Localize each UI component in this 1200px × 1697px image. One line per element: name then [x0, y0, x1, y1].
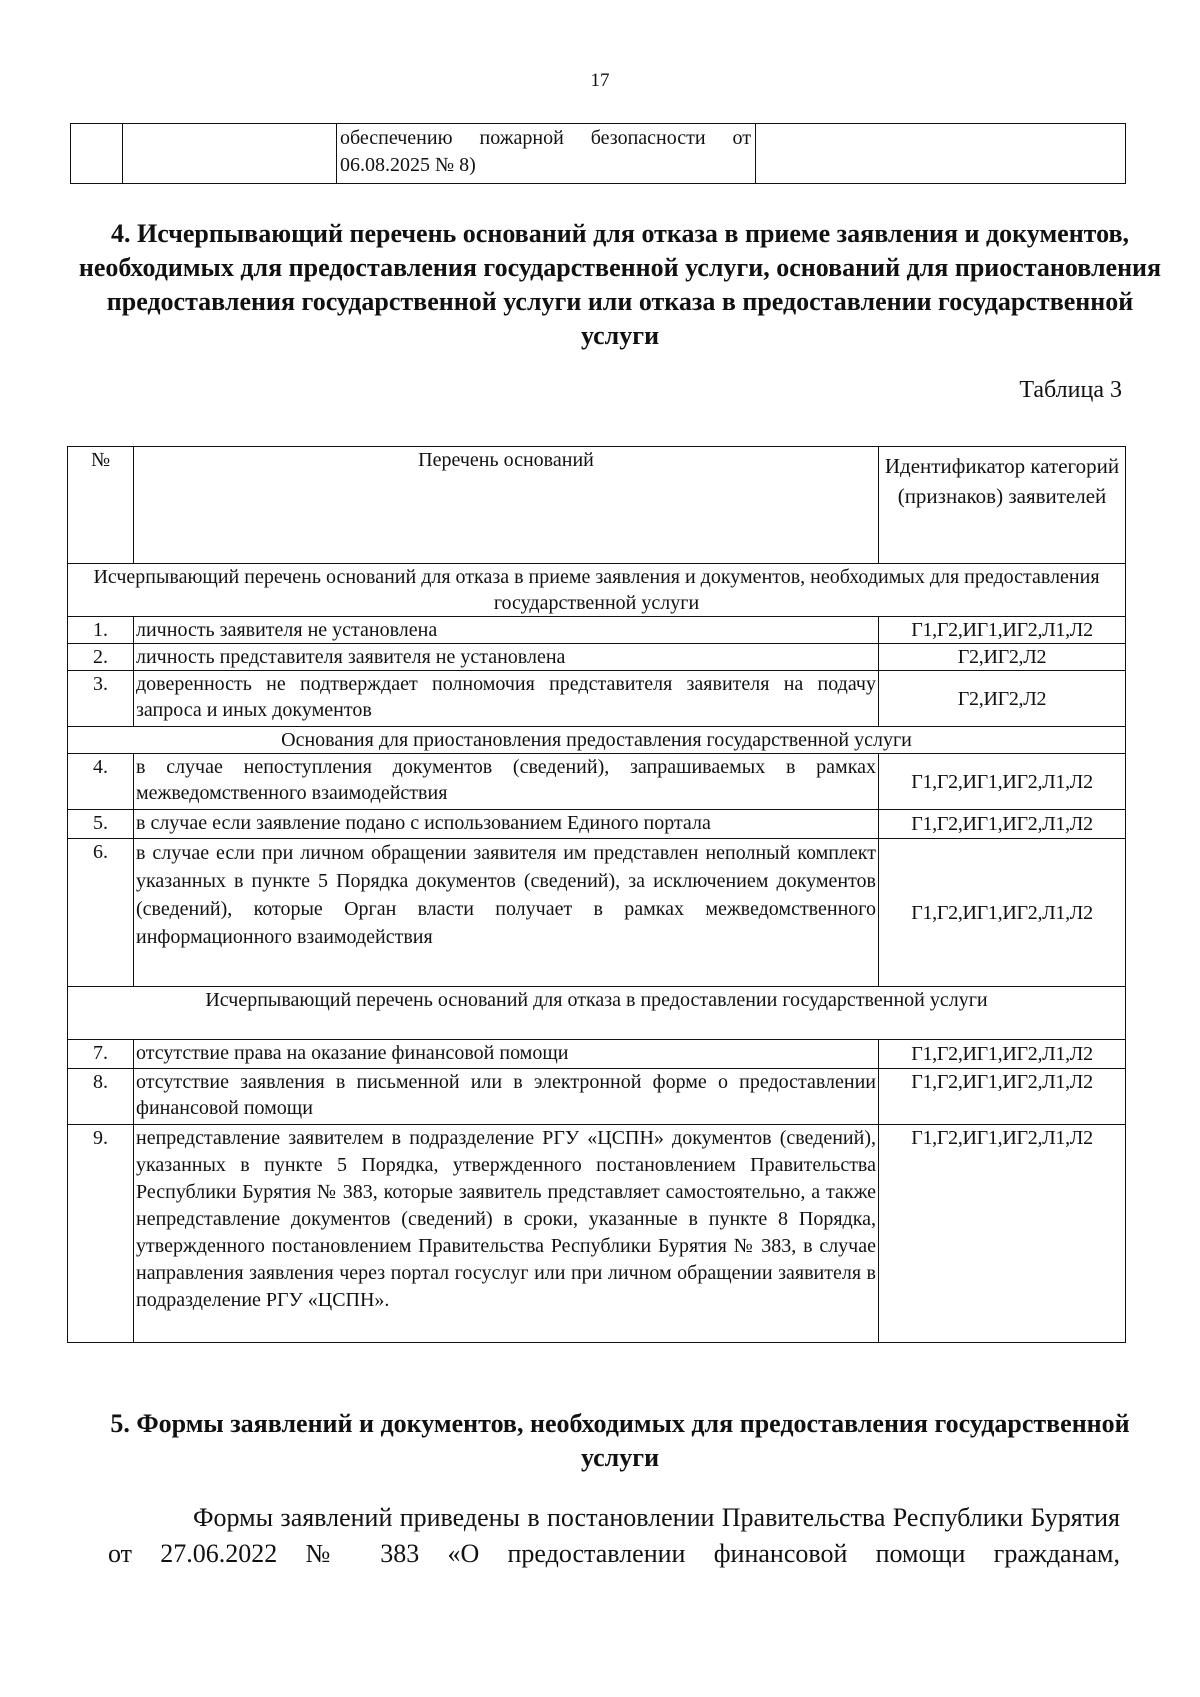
row-number: 9. — [68, 1125, 134, 1343]
row-category: Г2,ИГ2,Л2 — [879, 644, 1126, 671]
table-row — [68, 810, 1126, 839]
header-num: № — [68, 447, 134, 564]
table-row — [68, 1125, 1126, 1343]
table-label: Таблица 3 — [1019, 377, 1122, 403]
row-category: Г1,Г2,ИГ1,ИГ2,Л1,Л2 — [879, 1125, 1126, 1343]
header-reasons: Перечень оснований — [134, 447, 879, 564]
header-category: Идентификатор категорий (признаков) заявителей — [879, 447, 1126, 564]
group-title: Основания для приостановления предоставления государственной услуги — [68, 727, 1126, 754]
table-row — [68, 754, 1126, 810]
row-number: 4. — [68, 754, 134, 810]
row-category: Г1,Г2,ИГ1,ИГ2,Л1,Л2 — [879, 617, 1126, 644]
row-text: личность заявителя не установлена — [134, 617, 879, 644]
table-row — [68, 644, 1126, 671]
row-number: 7. — [68, 1040, 134, 1069]
grounds-table — [67, 446, 1126, 1343]
group-row — [68, 564, 1126, 617]
row-number: 5. — [68, 810, 134, 839]
row-number: 8. — [68, 1069, 134, 1125]
row-category: Г1,Г2,ИГ1,ИГ2,Л1,Л2 — [879, 810, 1126, 839]
table-row — [68, 617, 1126, 644]
row-text: отсутствие заявления в письменной или в электронной форме о предоставлении финансовой помощи — [134, 1069, 879, 1125]
row-text: в случае непоступления документов (сведений), запрашиваемых в рамках межведомственного взаимодействия — [134, 754, 879, 810]
row-number: 1. — [68, 617, 134, 644]
group-row — [68, 727, 1126, 754]
row-category: Г1,Г2,ИГ1,ИГ2,Л1,Л2 — [879, 754, 1126, 810]
table-row — [68, 1069, 1126, 1125]
group-row — [68, 987, 1126, 1040]
page-number: 17 — [590, 70, 610, 91]
section-5-title: 5. Формы заявлений и документов, необходимых для предоставления государственной услуги — [110, 1409, 1130, 1472]
table-row — [68, 839, 1126, 987]
continuation-table — [70, 123, 1126, 184]
table-cell — [71, 124, 123, 184]
row-number: 3. — [68, 671, 134, 727]
row-category: Г1,Г2,ИГ1,ИГ2,Л1,Л2 — [879, 1040, 1126, 1069]
table-cell — [123, 124, 337, 184]
section-4-title: 4. Исчерпывающий перечень оснований для отказа в приеме заявления и документов, необходимых для предоставления государственной услуги, оснований для приостановления предоставления государственной услуги или отказа в предоставлении государственной услуги — [78, 219, 1162, 350]
group-title: Исчерпывающий перечень оснований для отказа в предоставлении государственной услуги — [68, 987, 1126, 1040]
row-text: отсутствие права на оказание финансовой помощи — [134, 1040, 879, 1069]
body-paragraph: Формы заявлений приведены в постановлении Правительства Республики Бурятия от 27.06.2022 № 383 «О предоставлении финансовой помощи гражданам, — [108, 1503, 1120, 1568]
table-cell — [756, 124, 1126, 184]
table-row — [71, 124, 1126, 184]
table-row — [68, 671, 1126, 727]
row-number: 6. — [68, 839, 134, 987]
row-category: Г1,Г2,ИГ1,ИГ2,Л1,Л2 — [879, 839, 1126, 987]
row-text: в случае если заявление подано с использованием Единого портала — [134, 810, 879, 839]
row-category: Г2,ИГ2,Л2 — [879, 671, 1126, 727]
row-number: 2. — [68, 644, 134, 671]
continuation-text: обеспечению пожарной безопасности от 06.08.2025 № 8) — [337, 124, 756, 184]
table-header-row — [68, 447, 1126, 564]
row-text: доверенность не подтверждает полномочия представителя заявителя на подачу запроса и иных документов — [134, 671, 879, 727]
row-category: Г1,Г2,ИГ1,ИГ2,Л1,Л2 — [879, 1069, 1126, 1125]
row-text: в случае если при личном обращении заявителя им представлен неполный комплект указанных в пункте 5 Порядка документов (сведений), за исключением документов (сведений), которые Орган власти получает в рамках межведомственного информационного взаимодействия — [134, 839, 879, 987]
row-text: непредставление заявителем в подразделение РГУ «ЦСПН» документов (сведений), указанных в пункте 5 Порядка, утвержденного постановлением Правительства Республики Бурятия № 383, которые заявитель представляет самостоятельно, а также непредставление документов (сведений) в сроки, указанные в пункте 8 Порядка, утвержденного постановлением Правительства Республики Бурятия № 383, в случае направления заявления через портал госуслуг или при личном обращении заявителя в подразделение РГУ «ЦСПН». — [134, 1125, 879, 1343]
group-title: Исчерпывающий перечень оснований для отказа в приеме заявления и документов, необходимых для предоставления государственной услуги — [68, 564, 1126, 617]
row-text: личность представителя заявителя не установлена — [134, 644, 879, 671]
table-row — [68, 1040, 1126, 1069]
